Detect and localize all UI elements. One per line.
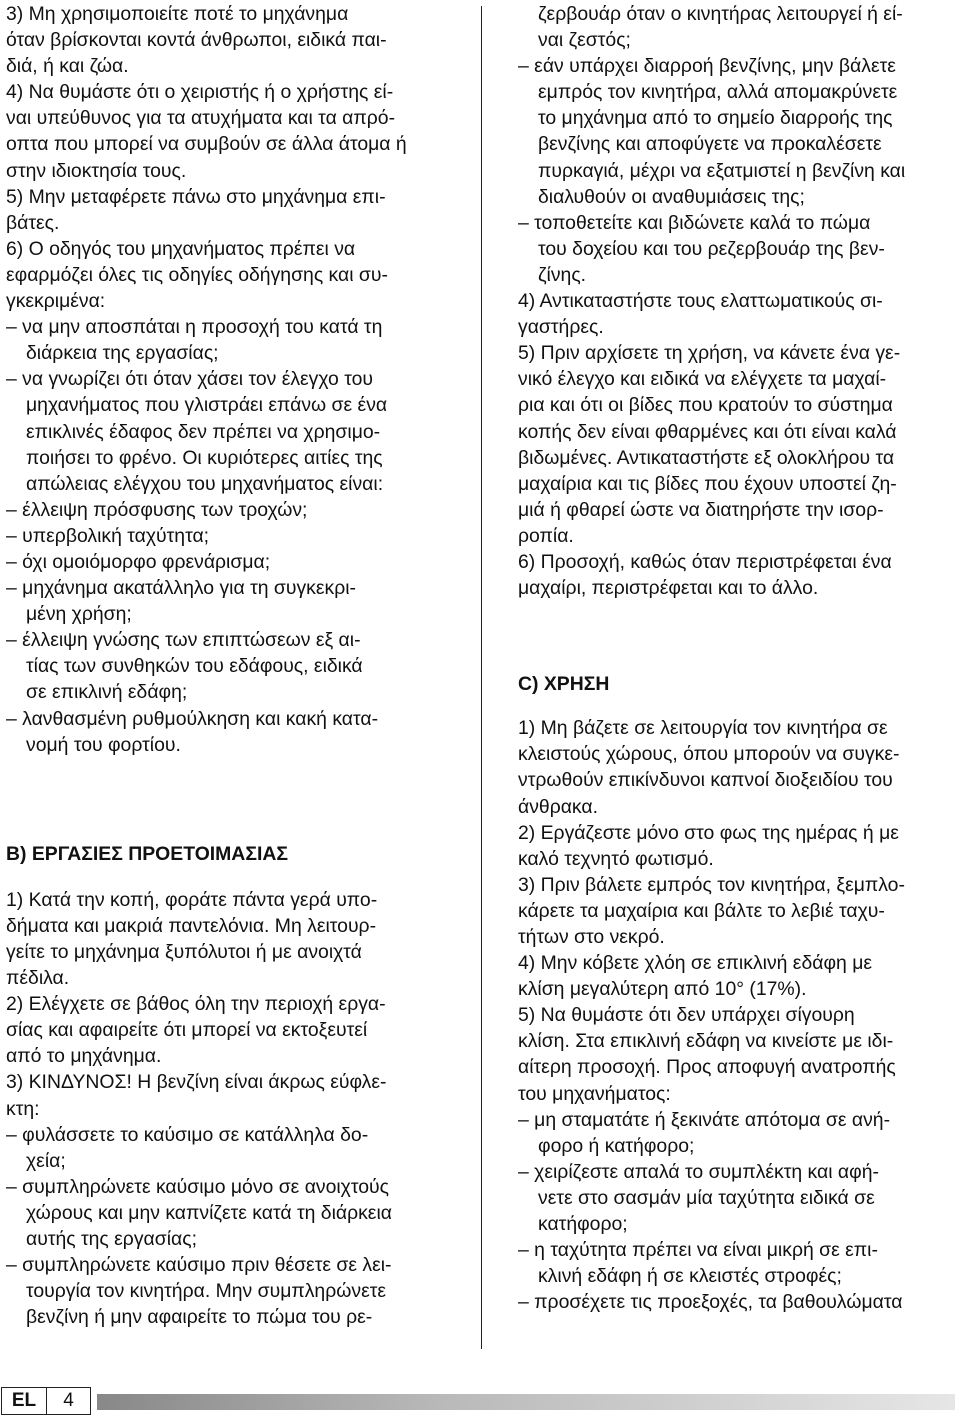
text-line: κάρετε τα μαχαίρια και βάλτε το λεβιέ ταχυ- [518, 899, 885, 922]
left-column [6, 0, 446, 1330]
text-line: τουργία τον κινητήρα. Μην συμπληρώνετε [26, 1280, 387, 1303]
text-line: το μηχάνημα από το σημείο διαρροής της [538, 107, 893, 130]
text-line: 3) ΚΙΝΔΥΝΟΣ! Η βενζίνη είναι άκρως εύφλε- [6, 1071, 387, 1094]
text-line: μηχανήματος που γλιστράει επάνω σε ένα [26, 394, 388, 417]
text-line: κλίση μεγαλύτερη από 10° (17%). [518, 978, 807, 1001]
text-line: ροπία. [518, 524, 574, 547]
text-line: χεία; [26, 1149, 66, 1172]
left-text-block [6, 1, 446, 758]
text-line: ζίνης. [538, 263, 587, 286]
text-line: 3) Μη χρησιμοποιείτε ποτέ το μηχάνημα [6, 3, 349, 25]
text-line: πυρκαγιά, μέχρι να εξατμιστεί η βενζίνη και [538, 159, 906, 182]
text-line: 5) Πριν αρχίσετε τη χρήση, να κάνετε ένα γε- [518, 342, 901, 365]
text-line: του μηχανήματος: [518, 1082, 671, 1105]
text-line: μαχαίρια και τις βίδες που έχουν υποστεί ζη- [518, 472, 897, 495]
text-line: νικό έλεγχο και ειδικά να ελέγχετε τα μαχαί- [518, 368, 887, 391]
text-line: – η ταχύτητα πρέπει να είναι μικρή σε επι- [518, 1239, 878, 1262]
text-line: καλό τεχνητό φωτισμό. [518, 847, 714, 870]
text-line: ντρωθούν επικίνδυνοι καπνοί διοξειδίου του [518, 769, 893, 792]
text-line: επικλινές έδαφος δεν πρέπει να χρησιμο- [26, 420, 381, 443]
text-line: κλειστούς χώρους, όπου μπορούν να συγκε- [518, 743, 900, 766]
text-line: τήτων στο νεκρό. [518, 926, 665, 948]
page-indicator [1, 1387, 91, 1415]
text-line: 5) Να θυμάστε ότι δεν υπάρχει σίγουρη [518, 1004, 855, 1027]
text-line: φορο ή κατήφορο; [538, 1134, 695, 1157]
text-line: 4) Μην κόβετε χλόη σε επικλινή εδάφη με [518, 952, 873, 975]
text-line: – χειρίζεστε απαλά το συμπλέκτη και αφή- [518, 1160, 879, 1183]
text-line: γκεκριμένα: [6, 290, 106, 313]
text-line: βενζίνη ή μην αφαιρείτε το πώμα του ρε- [26, 1306, 373, 1329]
footer-gradient-bar [97, 1394, 955, 1410]
text-line: οπτα που μπορεί να συμβούν σε άλλα άτομα ή [6, 133, 407, 156]
text-line: τίας των συνθηκών του εδάφους, ειδικά [26, 655, 363, 678]
text-line: όταν βρίσκονται κοντά άνθρωποι, ειδικά παι- [6, 29, 387, 52]
text-line: διά, ή και ζώα. [6, 55, 129, 78]
text-line: 4) Αντικαταστήστε τους ελαττωματικούς σι- [518, 290, 883, 313]
text-line: – να γνωρίζει ότι όταν χάσει τον έλεγχο του [6, 368, 373, 391]
text-line: αυτής της εργασίας; [26, 1228, 197, 1251]
text-line: – έλλειψη γνώσης των επιπτώσεων εξ αι- [6, 629, 361, 652]
column-divider [481, 6, 482, 1349]
text-line: 5) Μην μεταφέρετε πάνω στο μηχάνημα επι- [6, 185, 386, 208]
text-line: απώλειας ελέγχου του μηχανήματος είναι: [26, 472, 384, 495]
text-line: – να μην αποσπάται η προσοχή του κατά τη [6, 316, 383, 339]
text-line: κλινή εδάφη ή σε κλειστές στροφές; [538, 1265, 842, 1288]
text-line: γαστήρες. [518, 316, 604, 339]
text-line: μένη χρήση; [26, 603, 132, 626]
text-line: πέδιλα. [6, 967, 70, 990]
language-code: EL [11, 1390, 37, 1411]
right-column [518, 0, 958, 1315]
text-line: στην ιδιοκτησία τους. [6, 159, 187, 182]
text-line: εμπρός τον κινητήρα, αλλά απομακρύνετε [538, 81, 898, 104]
text-line: ποιήσει το φρένο. Οι κυριότερες αιτίες της [26, 446, 383, 469]
section-b-heading: B) ΕΡΓΑΣΙΕΣ ΠΡΟΕΤΟΙΜΑΣΙΑΣ [6, 842, 288, 865]
text-line: 6) Προσοχή, καθώς όταν περιστρέφεται ένα [518, 550, 892, 573]
text-line: νομή του φορτίου. [26, 733, 181, 756]
text-line: – συμπληρώνετε καύσιμο μόνο σε ανοιχτούς [6, 1175, 389, 1198]
text-line: ναι ζεστός; [538, 29, 631, 52]
section-c-heading: C) ΧΡΗΣΗ [518, 673, 610, 696]
text-line: άνθρακα. [518, 795, 598, 818]
text-line: χώρους και μην καπνίζετε κατά τη διάρκεια [26, 1201, 392, 1224]
text-line: – λανθασμένη ρυθμούλκηση και κακή κατα- [6, 707, 379, 730]
page-footer [0, 1384, 960, 1417]
text-line: 1) Μη βάζετε σε λειτουργία τον κινητήρα σε [518, 717, 888, 740]
text-line: σε επικλινή εδάφη; [26, 681, 188, 704]
text-line: εφαρμόζει όλες τις οδηγίες οδήγησης και συ- [6, 263, 388, 286]
text-line: γείτε το μηχάνημα ξυπόλυτοι ή με ανοιχτά [6, 941, 362, 963]
right-text-block [518, 1, 958, 601]
text-line: δήματα και μακριά παντελόνια. Μη λειτουρ- [6, 914, 377, 937]
text-line: από το μηχάνημα. [6, 1045, 162, 1068]
text-line: 2) Εργάζεστε μόνο στο φως της ημέρας ή με [518, 821, 899, 844]
text-line: – προσέχετε τις προεξοχές, τα βαθουλώματα [518, 1291, 903, 1314]
text-line: – όχι ομοιόμορφο φρενάρισμα; [6, 550, 271, 573]
text-line: 1) Κατά την κοπή, φοράτε πάντα γερά υπο- [6, 888, 378, 911]
text-line: 2) Ελέγχετε σε βάθος όλη την περιοχή εργα- [6, 993, 386, 1016]
text-line: – εάν υπάρχει διαρροή βενζίνης, μην βάλετε [518, 55, 896, 78]
text-line: του δοχείου και του ρεζερβουάρ της βεν- [538, 237, 885, 260]
text-line: – έλλειψη πρόσφυσης των τροχών; [6, 498, 308, 521]
text-line: μιά ή φθαρεί ώστε να διατηρήστε την ισορ- [518, 498, 884, 521]
text-line: διάρκεια της εργασίας; [26, 342, 219, 365]
text-line: – υπερβολική ταχύτητα; [6, 524, 210, 547]
text-line: – μηχάνημα ακατάλληλο για τη συγκεκρι- [6, 577, 356, 600]
text-line: αίτερη προσοχή. Προς αποφυγή ανατροπής [518, 1056, 896, 1079]
text-line: ζερβουάρ όταν ο κινητήρας λειτουργεί ή εί- [538, 3, 903, 25]
text-line: ρια και ότι οι βίδες που κρατούν το σύστημα [518, 394, 893, 417]
text-line: 3) Πριν βάλετε εμπρός τον κινητήρα, ξεμπλο- [518, 873, 905, 896]
page-number: 4 [63, 1390, 74, 1411]
text-line: νετε στο σασμάν μία ταχύτητα ειδικά σε [538, 1186, 875, 1209]
text-line: κλίση. Στα επικλινή εδάφη να κινείστε με ιδι- [518, 1030, 894, 1053]
text-line: κοπής δεν είναι φθαρμένες και ότι είναι καλά [518, 420, 897, 443]
text-line: – μη σταματάτε ή ξεκινάτε απότομα σε ανή- [518, 1108, 891, 1131]
text-line: κτη: [6, 1097, 40, 1120]
section-c-text-block [518, 715, 958, 1315]
text-line: βάτες. [6, 211, 60, 234]
text-line: βιδωμένες. Αντικαταστήστε εξ ολοκλήρου τα [518, 446, 895, 469]
text-line: ναι υπεύθυνος για τα ατυχήματα και τα απρό- [6, 107, 396, 130]
text-line: – τοποθετείτε και βιδώνετε καλά το πώμα [518, 211, 871, 234]
text-line: σίας και αφαιρείτε ότι μπορεί να εκτοξευτεί [6, 1019, 368, 1042]
text-line: – συμπληρώνετε καύσιμο πριν θέσετε σε λει- [6, 1254, 392, 1277]
text-line: διαλυθούν οι αναθυμιάσεις της; [538, 185, 805, 208]
text-line: 4) Να θυμάστε ότι ο χειριστής ή ο χρήστης εί- [6, 81, 394, 104]
section-b-text-block [6, 887, 446, 1331]
text-line: 6) Ο οδηγός του μηχανήματος πρέπει να [6, 237, 356, 260]
text-line: μαχαίρι, περιστρέφεται και το άλλο. [518, 577, 819, 600]
text-line: βενζίνης και αποφύγετε να προκαλέσετε [538, 133, 882, 156]
text-line: κατήφορο; [538, 1213, 628, 1236]
text-line: – φυλάσσετε το καύσιμο σε κατάλληλα δο- [6, 1123, 369, 1146]
